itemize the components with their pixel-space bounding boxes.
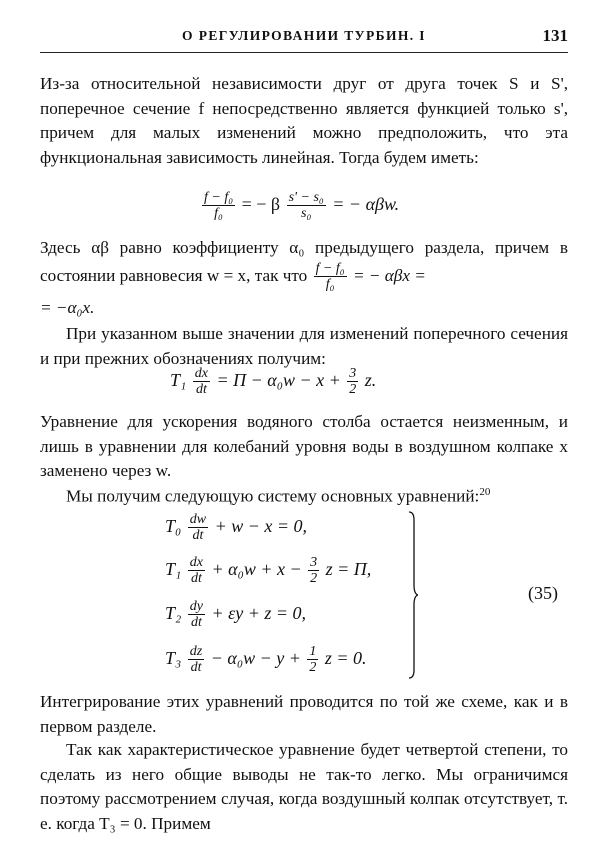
para2-end: = −α₀x.: [40, 298, 95, 317]
page-number: 131: [542, 26, 568, 45]
system-eq-4: T₃ $\frac{dz}{dt}$ − α₀w − y + $\frac{1}{2}$ z = 0.: [165, 644, 367, 676]
paragraph-3: При указанном выше значении для изменений поперечного сечения и при прежних обозначениях получим:: [40, 324, 568, 368]
running-header: [40, 18, 568, 53]
system-eq-3: T₂ $\frac{dy}{dt}$ + εy + z = 0,: [165, 599, 307, 631]
paragraph-1: Из-за относительной независимости друг от друга точек S и S', поперечное сечение f непосредственно является функцией только s', причем для малых изменений можно предположить, что эта функциональная зависимость линейная. Тогда будем иметь:: [40, 74, 568, 167]
paragraph-2-text: Здесь αβ равно коэффициенту α₀ предыдущего раздела, причем в состоянии равновесия w = x, так что: [40, 238, 568, 285]
eq1-tail: = − αβw.: [332, 194, 400, 215]
eq2-derivative: $\frac{dx}{dt}$: [194, 366, 208, 398]
system-eq-2: T₁ $\frac{dx}{dt}$ + α₀w + x − $\frac{3}{2}$ z = Π,: [165, 555, 372, 587]
para2-fraction: $\frac{\text{f − f₀}}{\text{f₀}}$: [315, 260, 345, 292]
equation-2: T₁ $\frac{dx}{dt}$ = Π − α₀w − x + $\frac{3}{2}$ z.: [170, 366, 377, 398]
system-brace: [408, 510, 418, 680]
paragraph-7: Так как характеристическое уравнение будет четвертой степени, то сделать из него общие выводы не так-то легко. Мы ограничимся поэтому рассмотрением случая, когда воздушный колпак отсутствует, т. е. когда T₃ = 0. Примем: [40, 740, 568, 833]
eq1-lead: = − β: [241, 194, 281, 215]
eq1-fraction-s: $\frac{\text{s' − s₀}}{\text{s₀}}$: [288, 190, 324, 222]
running-title: О РЕГУЛИРОВАНИИ ТУРБИН. I: [182, 28, 426, 43]
paragraph-5: Мы получим следующую систему основных уравнений:$^{20}$: [66, 486, 491, 506]
equation-number: (35): [528, 583, 558, 603]
footnote-ref: 20: [479, 486, 491, 498]
system-eq-1: T₀ $\frac{dw}{dt}$ + w − x = 0,: [165, 512, 308, 544]
para2-tail: = − αβx =: [352, 265, 426, 285]
eq2-fraction: $\frac{3}{2}$: [349, 366, 357, 398]
equation-1: [200, 190, 399, 222]
paragraph-2: [40, 236, 568, 292]
paragraph-4: Уравнение для ускорения водяного столба остается неизменным, и лишь в уравнении для колебаний уровня воды в воздушном колпаке x заменено через w.: [40, 412, 568, 480]
paragraph-6: Интегрирование этих уравнений проводится по той же схеме, как и в первом разделе.: [40, 692, 568, 736]
eq1-fraction-f: $\frac{\text{f − f₀}}{\text{f₀}}$: [204, 190, 234, 222]
